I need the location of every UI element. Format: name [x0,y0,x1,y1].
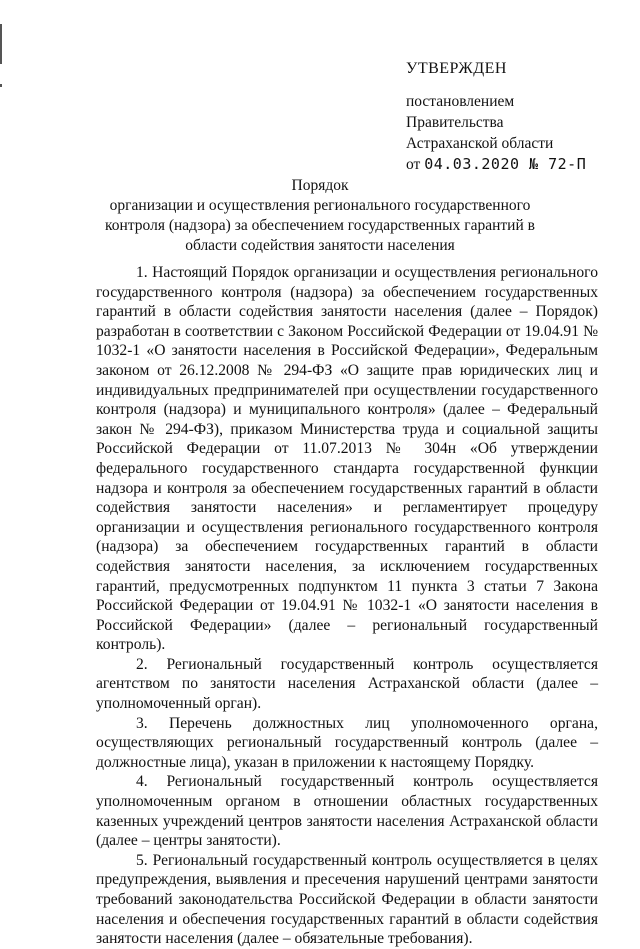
approval-heading: УТВЕРЖДЕН [406,60,507,77]
paragraph: 1. Настоящий Порядок организации и осуществления регионального государственного контроля (надзора) за обеспечением государственных гарантий в области содействия занятости населения (далее – Порядок) разработан в соответствии с Законом Российской Федерации от 19.04.91 № 1032-1 «О занятости населения в Российской Федерации», Федеральным законом от 26.12.2008 № 294-ФЗ «О защите прав юридических лиц и индивидуальных предпринимателей при осуществлении государственного контроля (надзора) и муниципального контроля» (далее – Федеральный закон № 294-ФЗ), приказом Министерства труда и социальной защиты Российской Федерации от 11.07.2013 № 304н «Об утверждении федерального государственного стандарта государственной функции надзора и контроля за обеспечением государственных гарантий в области содействия занятости населения» и регламентирует процедуру организации и осуществления регионального государственного контроля (надзора) за обеспечением государственных гарантий в области содействия занятости населения, за исключением государственных гарантий, предусмотренных подпунктом 11 пункта 3 статьи 7 Закона Российской Федерации от 19.04.91 № 1032-1 «О занятости населения в Российской Федерации» (далее – региональный государственный контроль). [96,264,598,654]
approval-date-prefix: от [406,156,421,173]
scan-edge-mark [0,24,2,64]
document-body [96,263,598,949]
document-subtitle: организации и осуществления регионального государственного контроля (надзора) за обеспечением государственных гарантий в области содействия занятости населения [105,197,535,254]
approval-date-stamp: 04.03.2020 № 72-П [424,155,587,173]
paragraph: 5. Региональный государственный контроль осуществляется в целях предупреждения, выявления и пресечения нарушений центрами занятости требований законодательства Российской Федерации в области занятости населения и обеспечения государственных гарантий в области содействия занятости населения (далее – обязательные требования). [96,851,598,948]
approval-line: Правительства [406,114,504,131]
paragraph: 2. Региональный государственный контроль осуществляется агентством по занятости населения Астраханской области (далее – уполномоченный орган). [96,655,598,713]
approval-block [406,58,586,175]
scan-edge-mark [0,84,2,87]
approval-line: постановлением [406,93,515,110]
approval-line: Астраханской области [406,135,554,152]
paragraph: 3. Перечень должностных лиц уполномоченного органа, осуществляющих региональный государственный контроль (далее – должностные лица), указан в приложении к настоящему Порядку. [96,714,598,771]
paragraph: 4. Региональный государственный контроль осуществляется уполномоченным органом в отношении областных государственных казенных учреждений центров занятости населения Астраханской области (далее – центры занятости). [96,773,598,850]
document-title: Порядок [291,177,349,194]
approval-date-line [406,154,586,175]
document-title-block [80,176,560,256]
